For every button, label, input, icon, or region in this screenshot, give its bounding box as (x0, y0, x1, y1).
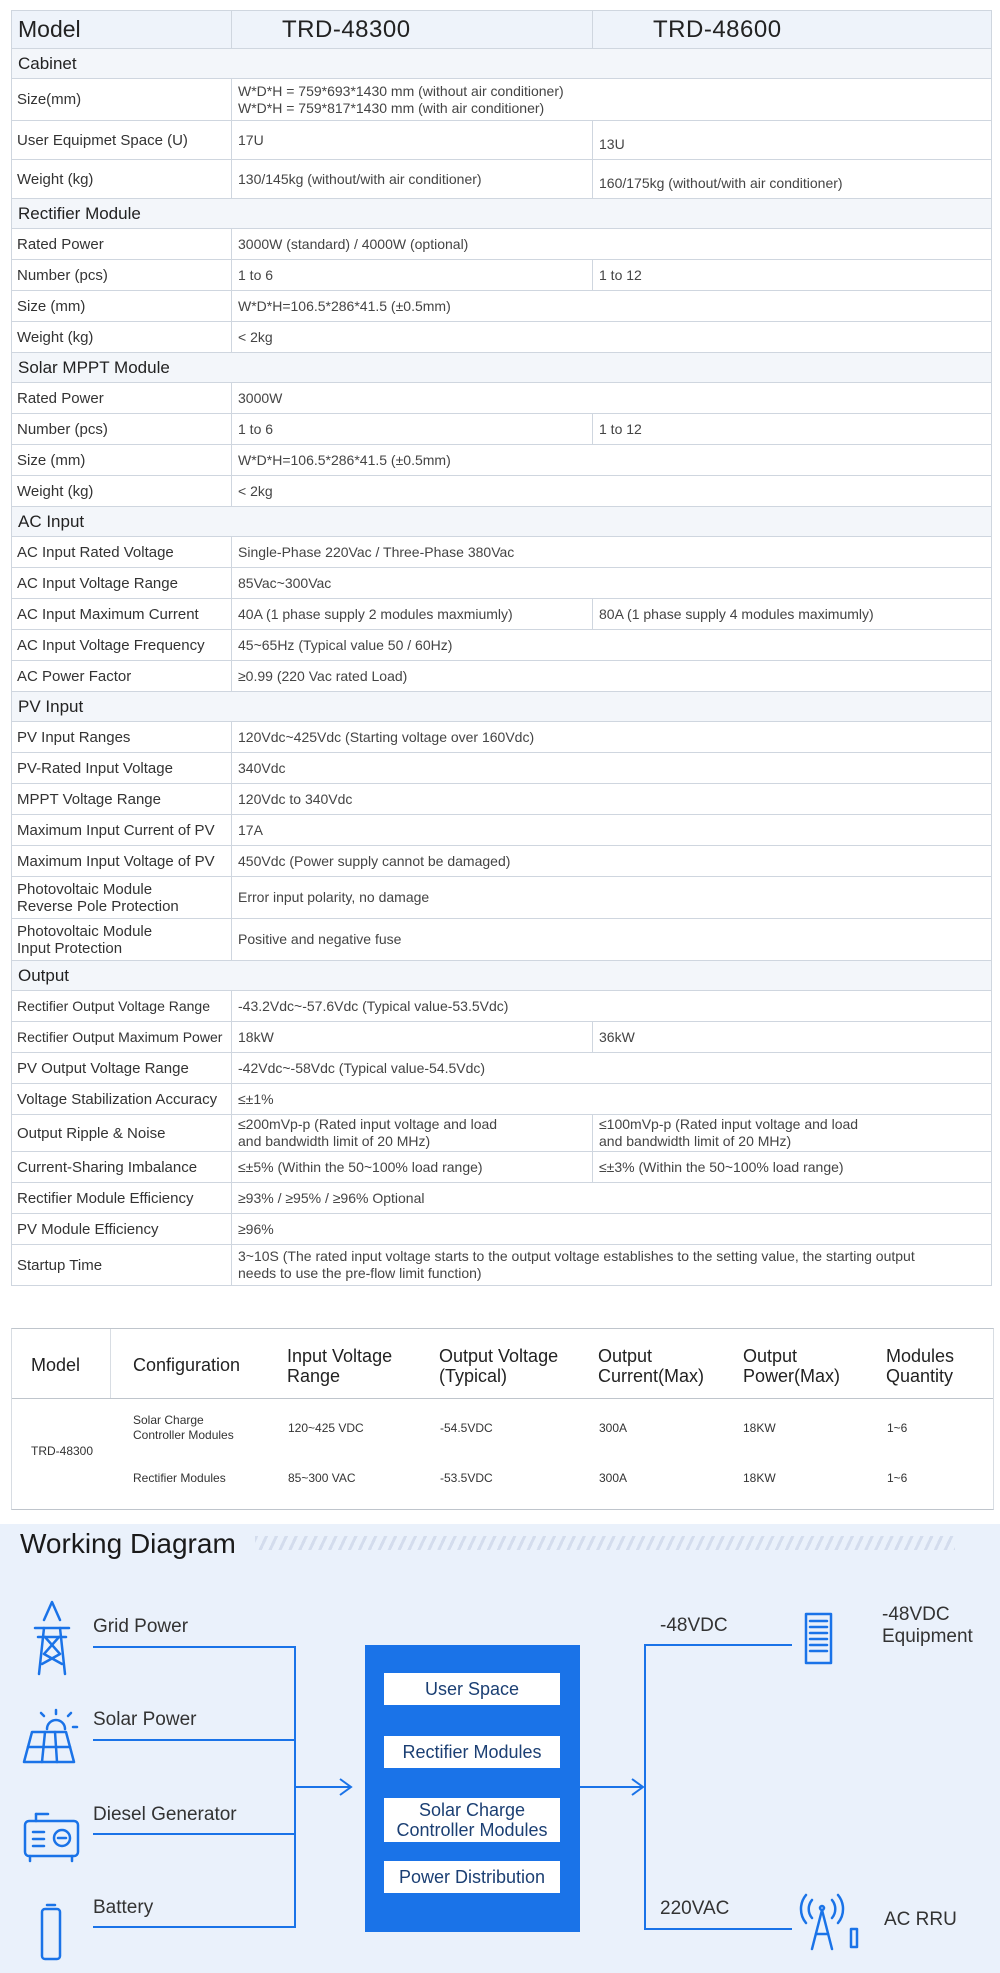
header-model: Model (12, 11, 232, 49)
diesel-generator-icon (25, 1814, 78, 1861)
config-row-1-output-current: 300A (599, 1421, 628, 1435)
config-header-output-power: Output Power(Max) (743, 1346, 841, 1386)
row-label: User Equipmet Space (U) (12, 121, 232, 160)
row-label: Rated Power (12, 383, 232, 414)
row-label: Output Ripple & Noise (12, 1115, 232, 1152)
row-value: 160/175kg (without/with air conditioner) (593, 160, 992, 199)
section-output: Output (12, 961, 992, 991)
config-row-2-output-voltage: -53.5VDC (440, 1471, 493, 1485)
row-value: ≤100mVp-p (Rated input voltage and load and bandwidth limit of 20 MHz) (593, 1115, 992, 1152)
row-value: W*D*H=106.5*286*41.5 (±0.5mm) (232, 445, 992, 476)
row-value: 1 to 6 (232, 414, 593, 445)
row-value: < 2kg (232, 476, 992, 507)
source-grid-power: Grid Power (93, 1616, 189, 1637)
row-value: 1 to 12 (593, 414, 992, 445)
source-diesel-generator: Diesel Generator (93, 1804, 237, 1825)
row-label: Rectifier Module Efficiency (12, 1183, 232, 1214)
section-pv-input: PV Input (12, 692, 992, 722)
row-value: 340Vdc (232, 753, 992, 784)
row-value: ≤±1% (232, 1084, 992, 1115)
row-label: PV-Rated Input Voltage (12, 753, 232, 784)
row-label: AC Power Factor (12, 661, 232, 692)
row-value: 120Vdc to 340Vdc (232, 784, 992, 815)
row-label: Size (mm) (12, 291, 232, 322)
config-column-divider (110, 1329, 111, 1398)
box-user-space: User Space (384, 1673, 560, 1705)
solar-power-icon (24, 1710, 77, 1762)
row-label: Size (mm) (12, 445, 232, 476)
config-row-1-configuration: Solar Charge Controller Modules (133, 1413, 234, 1442)
row-label: Rated Power (12, 229, 232, 260)
row-label: AC Input Maximum Current (12, 599, 232, 630)
row-value: 85Vac~300Vac (232, 568, 992, 599)
row-value: 17U (232, 121, 593, 160)
row-value: ≤200mVp-p (Rated input voltage and load and bandwidth limit of 20 MHz) (232, 1115, 593, 1152)
header-model-2: TRD-48600 (593, 11, 992, 49)
spec-table (11, 10, 992, 1286)
row-label: MPPT Voltage Range (12, 784, 232, 815)
table-row (12, 160, 992, 199)
spec-header-row (12, 11, 992, 49)
row-label: Photovoltaic Module Reverse Pole Protection (12, 877, 232, 919)
config-row-1-output-power: 18KW (743, 1421, 776, 1435)
header-model-1: TRD-48300 (232, 11, 593, 49)
config-header-quantity: Modules Quantity (886, 1346, 955, 1386)
box-solar-charge-controller: Solar Charge Controller Modules (384, 1798, 560, 1842)
box-power-distribution: Power Distribution (384, 1861, 560, 1893)
config-row-2-output-current: 300A (599, 1471, 628, 1485)
row-value: ≤±3% (Within the 50~100% load range) (593, 1152, 992, 1183)
section-solar: Solar MPPT Module (12, 353, 992, 383)
diagram-title: Working Diagram (20, 1528, 236, 1559)
config-header-output-current: Output Current(Max) (598, 1346, 705, 1386)
config-header-divider (12, 1398, 993, 1399)
section-cabinet: Cabinet (12, 49, 992, 79)
row-label: Photovoltaic Module Input Protection (12, 919, 232, 961)
row-value: 3000W (standard) / 4000W (optional) (232, 229, 992, 260)
row-value: 1 to 12 (593, 260, 992, 291)
config-row-2-configuration: Rectifier Modules (133, 1471, 226, 1485)
configuration-table (11, 1328, 994, 1510)
row-value: 3~10S (The rated input voltage starts to the output voltage establishes to the setting value, the starting output needs to use the pre-flow limit function) (232, 1245, 992, 1286)
source-battery: Battery (93, 1897, 154, 1918)
row-label: Number (pcs) (12, 260, 232, 291)
config-row-2-output-power: 18KW (743, 1471, 776, 1485)
row-value: 130/145kg (without/with air conditioner) (232, 160, 593, 199)
row-value: Positive and negative fuse (232, 919, 992, 961)
equipment-rack-icon (806, 1614, 831, 1663)
row-label: Rectifier Output Maximum Power (12, 1022, 232, 1053)
row-value: 80A (1 phase supply 4 modules maximumly) (593, 599, 992, 630)
row-label: Rectifier Output Voltage Range (12, 991, 232, 1022)
row-label: Voltage Stabilization Accuracy (12, 1084, 232, 1115)
row-value: 45~65Hz (Typical value 50 / 60Hz) (232, 630, 992, 661)
row-value: 40A (1 phase supply 2 modules maxmiumly) (232, 599, 593, 630)
row-label: AC Input Voltage Range (12, 568, 232, 599)
row-label: Maximum Input Voltage of PV (12, 846, 232, 877)
row-value: 13U (593, 121, 992, 160)
row-label: PV Module Efficiency (12, 1214, 232, 1245)
output-ac-voltage: 220VAC (660, 1898, 730, 1919)
config-header-input: Input Voltage Range (287, 1346, 393, 1386)
row-value: ≥96% (232, 1214, 992, 1245)
section-ac-input: AC Input (12, 507, 992, 537)
output-dc-voltage: -48VDC (660, 1615, 728, 1636)
row-label: PV Output Voltage Range (12, 1053, 232, 1084)
row-label: Weight (kg) (12, 160, 232, 199)
row-value: 450Vdc (Power supply cannot be damaged) (232, 846, 992, 877)
config-row-1-input: 120~425 VDC (288, 1421, 364, 1435)
table-row (12, 79, 992, 121)
battery-icon (42, 1905, 60, 1959)
row-value: 17A (232, 815, 992, 846)
row-value: < 2kg (232, 322, 992, 353)
row-value: 18kW (232, 1022, 593, 1053)
row-label: Startup Time (12, 1245, 232, 1286)
config-header-output-voltage: Output Voltage (Typical) (439, 1346, 559, 1386)
row-label: PV Input Ranges (12, 722, 232, 753)
row-value: W*D*H=106.5*286*41.5 (±0.5mm) (232, 291, 992, 322)
row-label: AC Input Voltage Frequency (12, 630, 232, 661)
row-label: Number (pcs) (12, 414, 232, 445)
row-value: 1 to 6 (232, 260, 593, 291)
row-value: 3000W (232, 383, 992, 414)
row-label: AC Input Rated Voltage (12, 537, 232, 568)
output-dc-equipment: -48VDC Equipment (882, 1604, 973, 1647)
config-row-1-output-voltage: -54.5VDC (440, 1421, 493, 1435)
grid-power-icon (35, 1602, 69, 1674)
config-row-1-quantity: 1~6 (887, 1421, 908, 1435)
config-model: TRD-48300 (31, 1444, 94, 1458)
table-row (12, 121, 992, 160)
section-rectifier: Rectifier Module (12, 199, 992, 229)
box-rectifier-modules: Rectifier Modules (384, 1736, 560, 1768)
row-label: Current-Sharing Imbalance (12, 1152, 232, 1183)
config-row-2-quantity: 1~6 (887, 1471, 908, 1485)
row-value: Single-Phase 220Vac / Three-Phase 380Vac (232, 537, 992, 568)
output-ac-rru: AC RRU (884, 1909, 957, 1930)
row-label: Size(mm) (12, 79, 232, 121)
row-value: ≥93% / ≥95% / ≥96% Optional (232, 1183, 992, 1214)
row-value: W*D*H = 759*693*1430 mm (without air conditioner) W*D*H = 759*817*1430 mm (with air conditioner) (232, 79, 992, 121)
config-header-model: Model (31, 1355, 81, 1375)
row-value: Error input polarity, no damage (232, 877, 992, 919)
source-solar-power: Solar Power (93, 1709, 197, 1730)
config-row-2-input: 85~300 VAC (288, 1471, 356, 1485)
antenna-icon (801, 1895, 857, 1949)
row-value: 120Vdc~425Vdc (Starting voltage over 160Vdc) (232, 722, 992, 753)
working-diagram (0, 1524, 1000, 1973)
row-value: 36kW (593, 1022, 992, 1053)
row-label: Weight (kg) (12, 322, 232, 353)
row-value: ≥0.99 (220 Vac rated Load) (232, 661, 992, 692)
row-value: -43.2Vdc~-57.6Vdc (Typical value-53.5Vdc) (232, 991, 992, 1022)
config-header-configuration: Configuration (133, 1355, 241, 1375)
row-value: -42Vdc~-58Vdc (Typical value-54.5Vdc) (232, 1053, 992, 1084)
row-value: ≤±5% (Within the 50~100% load range) (232, 1152, 593, 1183)
row-label: Weight (kg) (12, 476, 232, 507)
row-label: Maximum Input Current of PV (12, 815, 232, 846)
